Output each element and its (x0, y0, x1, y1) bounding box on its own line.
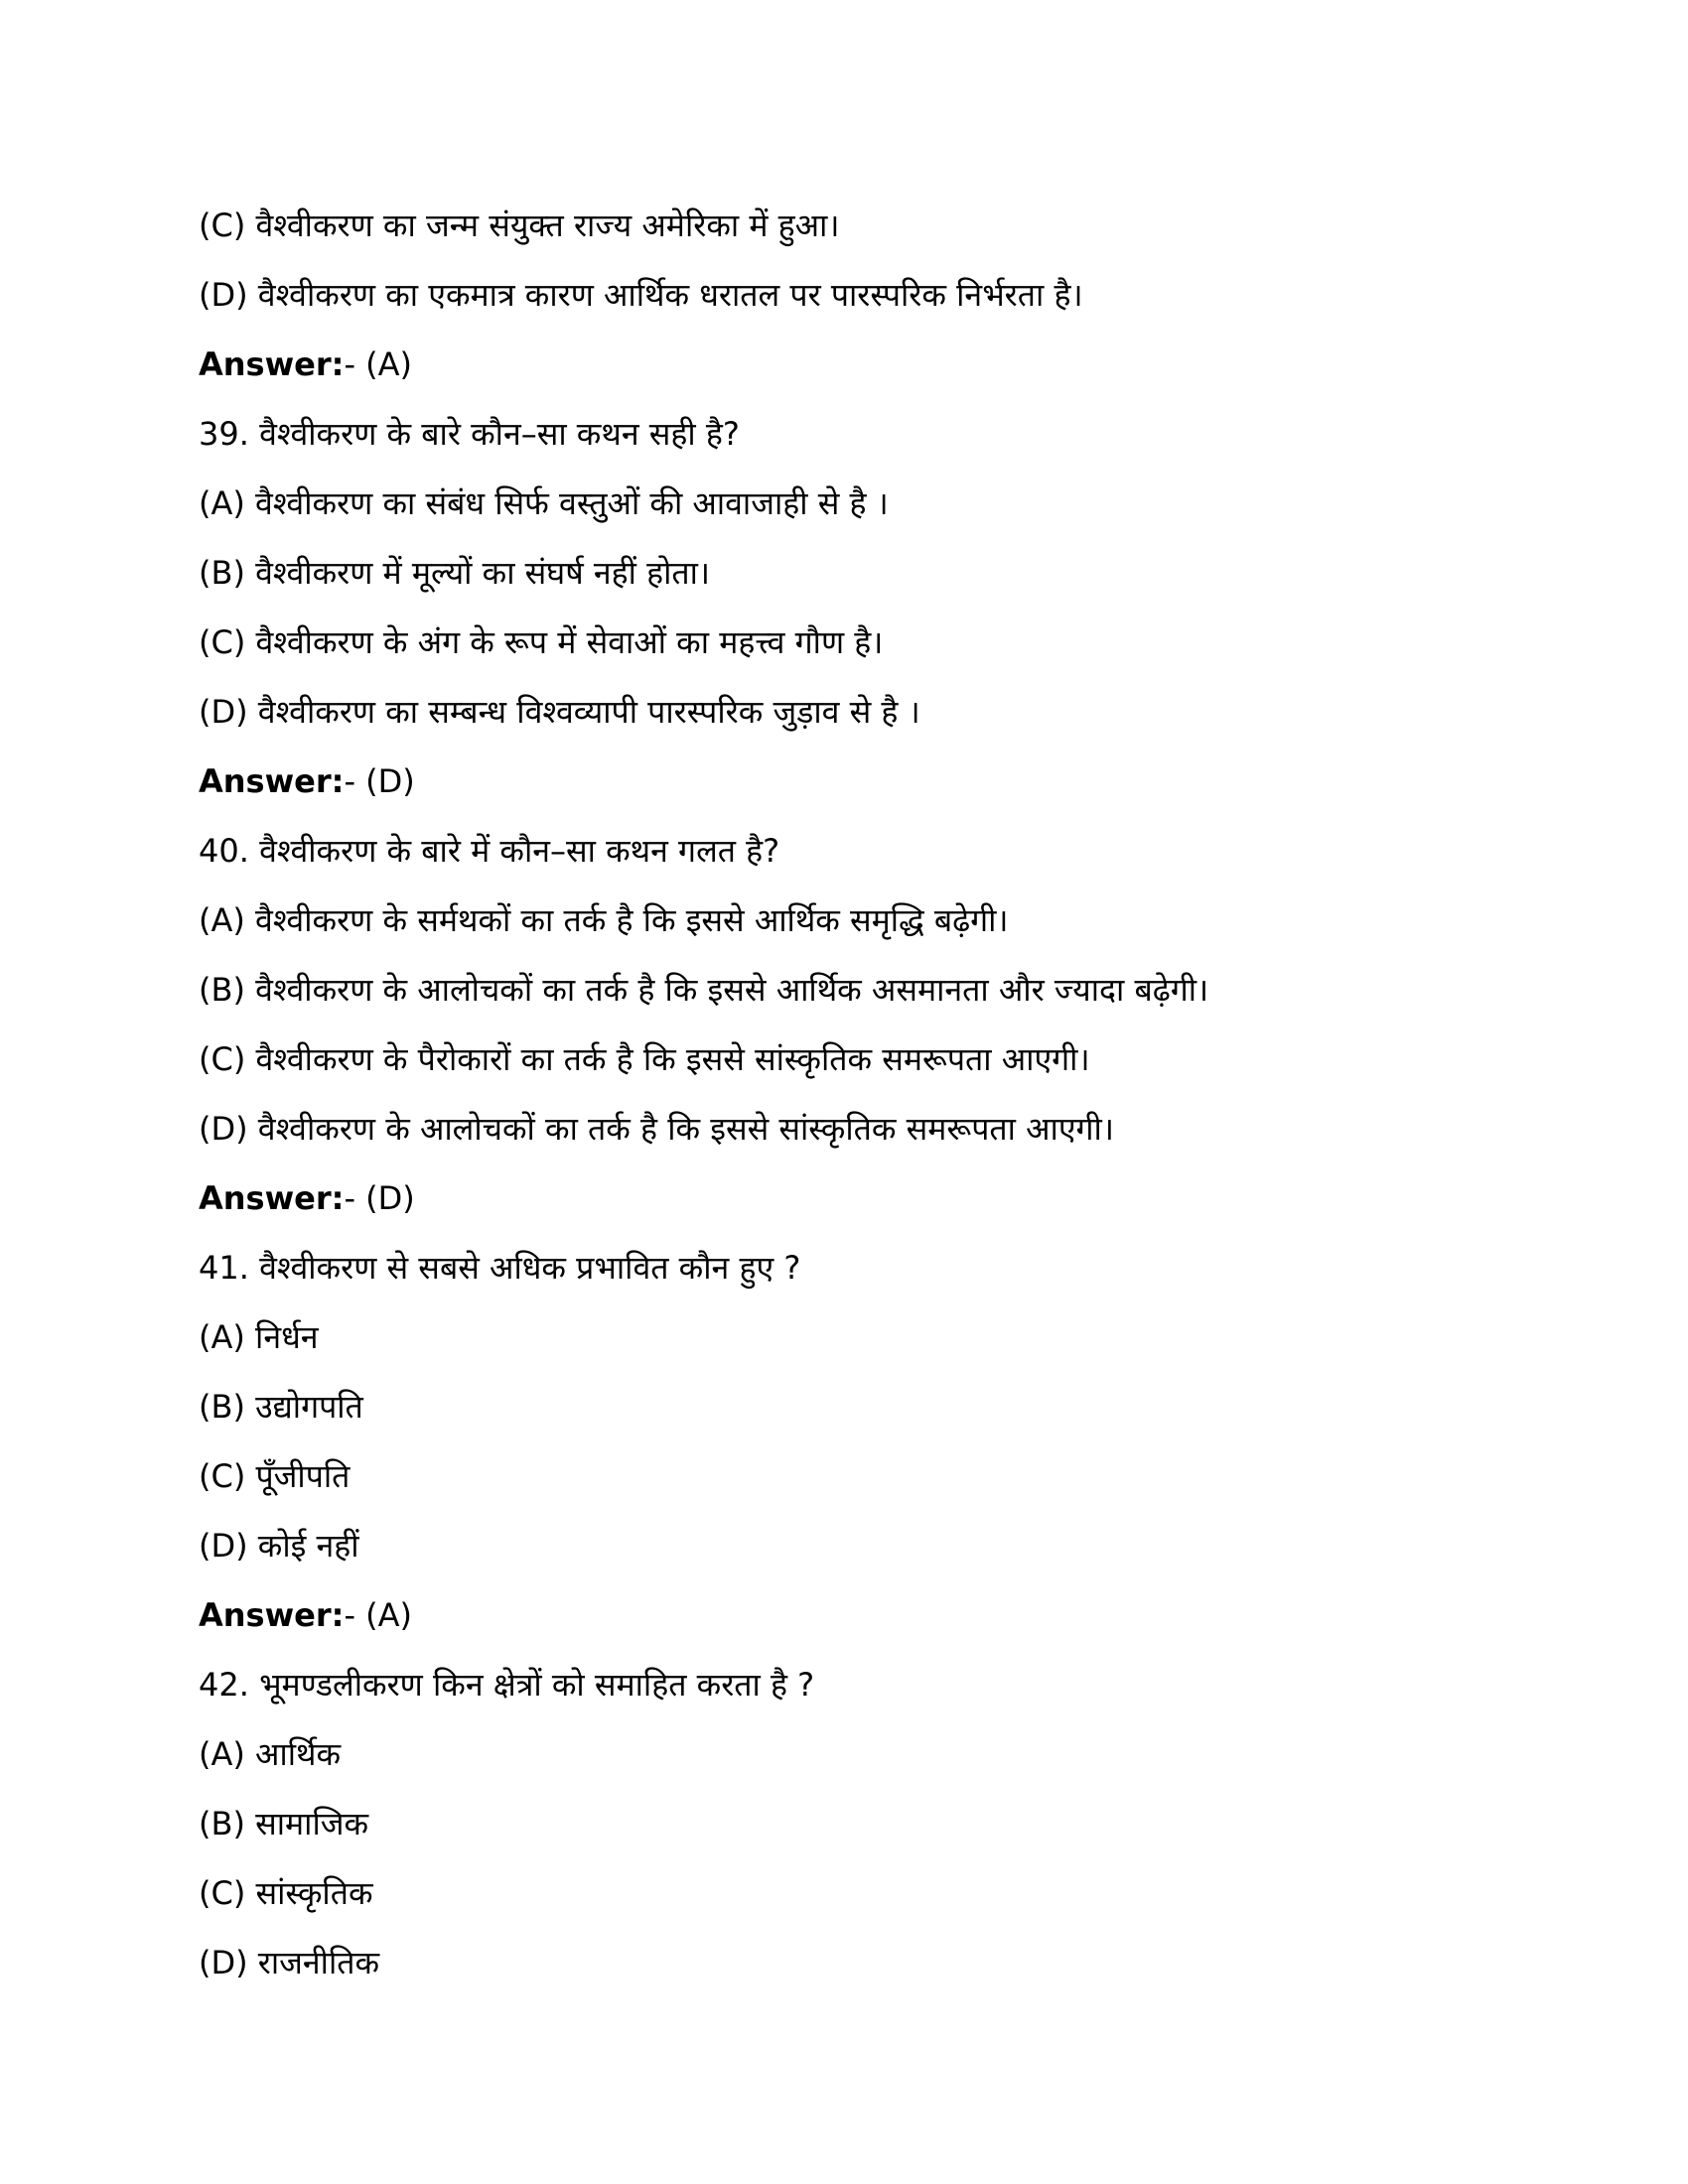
option-text: (A) आर्थिक (199, 1735, 342, 1773)
question-list (199, 191, 1539, 1997)
option-text: (C) वैश्वीकरण का जन्म संयुक्त राज्य अमेरिका में हुआ। (199, 206, 840, 244)
answer-value: - (A) (344, 345, 413, 383)
answer-value: - (D) (344, 762, 415, 800)
option-text: (C) सांस्कृतिक (199, 1874, 373, 1912)
option-text: (C) वैश्वीकरण के पैरोकारों का तर्क है कि इससे सांस्कृतिक समरूपता आएगी। (199, 1040, 1090, 1078)
answer-label: Answer: (199, 762, 345, 800)
option-text: (C) पूँजीपति (199, 1457, 351, 1495)
answer-value: - (A) (344, 1596, 413, 1634)
question-text: 42. भूमण्डलीकरण किन क्षेत्रों को समाहित करता है ? (199, 1666, 815, 1704)
question-text: 41. वैश्वीकरण से सबसे अधिक प्रभावित कौन हुए ? (199, 1249, 801, 1287)
answer-label: Answer: (199, 1179, 345, 1217)
option-text: (D) राजनीतिक (199, 1944, 380, 1981)
answer-line (199, 747, 1539, 816)
option-text: (D) वैश्वीकरण के आलोचकों का तर्क है कि इससे सांस्कृतिक समरूपता आएगी। (199, 1110, 1114, 1148)
option-text: (D) वैश्वीकरण का सम्बन्ध विश्वव्यापी पारस्परिक जुड़ाव से है । (199, 693, 920, 731)
option-text: (D) वैश्वीकरण का एकमात्र कारण आर्थिक धरातल पर पारस्परिक निर्भरता है। (199, 276, 1083, 314)
answer-line (199, 1580, 1539, 1650)
option-text: (D) कोई नहीं (199, 1527, 359, 1565)
option-text: (A) वैश्वीकरण का संबंध सिर्फ वस्तुओं की आवाजाही से है । (199, 484, 889, 522)
option-text: (B) वैश्वीकरण के आलोचकों का तर्क है कि इससे आर्थिक असमानता और ज्यादा बढ़ेगी। (199, 971, 1209, 1009)
option-text: (A) निर्धन (199, 1318, 319, 1356)
answer-label: Answer: (199, 345, 345, 383)
answer-value: - (D) (344, 1179, 415, 1217)
option-text: (A) वैश्वीकरण के सर्मथकों का तर्क है कि इससे आर्थिक समृद्धि बढ़ेगी। (199, 901, 1009, 939)
answer-label: Answer: (199, 1596, 345, 1634)
question-text: 40. वैश्वीकरण के बारे में कौन–सा कथन गलत है? (199, 832, 780, 870)
answer-line (199, 330, 1539, 399)
answer-line (199, 1163, 1539, 1233)
option-text: (C) वैश्वीकरण के अंग के रूप में सेवाओं का महत्त्व गौण है। (199, 623, 884, 661)
option-text: (B) सामाजिक (199, 1805, 369, 1843)
option-text: (B) उद्योगपति (199, 1388, 363, 1426)
question-text: 39. वैश्वीकरण के बारे कौन–सा कथन सही है? (199, 415, 740, 453)
option-text: (B) वैश्वीकरण में मूल्यों का संघर्ष नहीं होता। (199, 554, 711, 592)
